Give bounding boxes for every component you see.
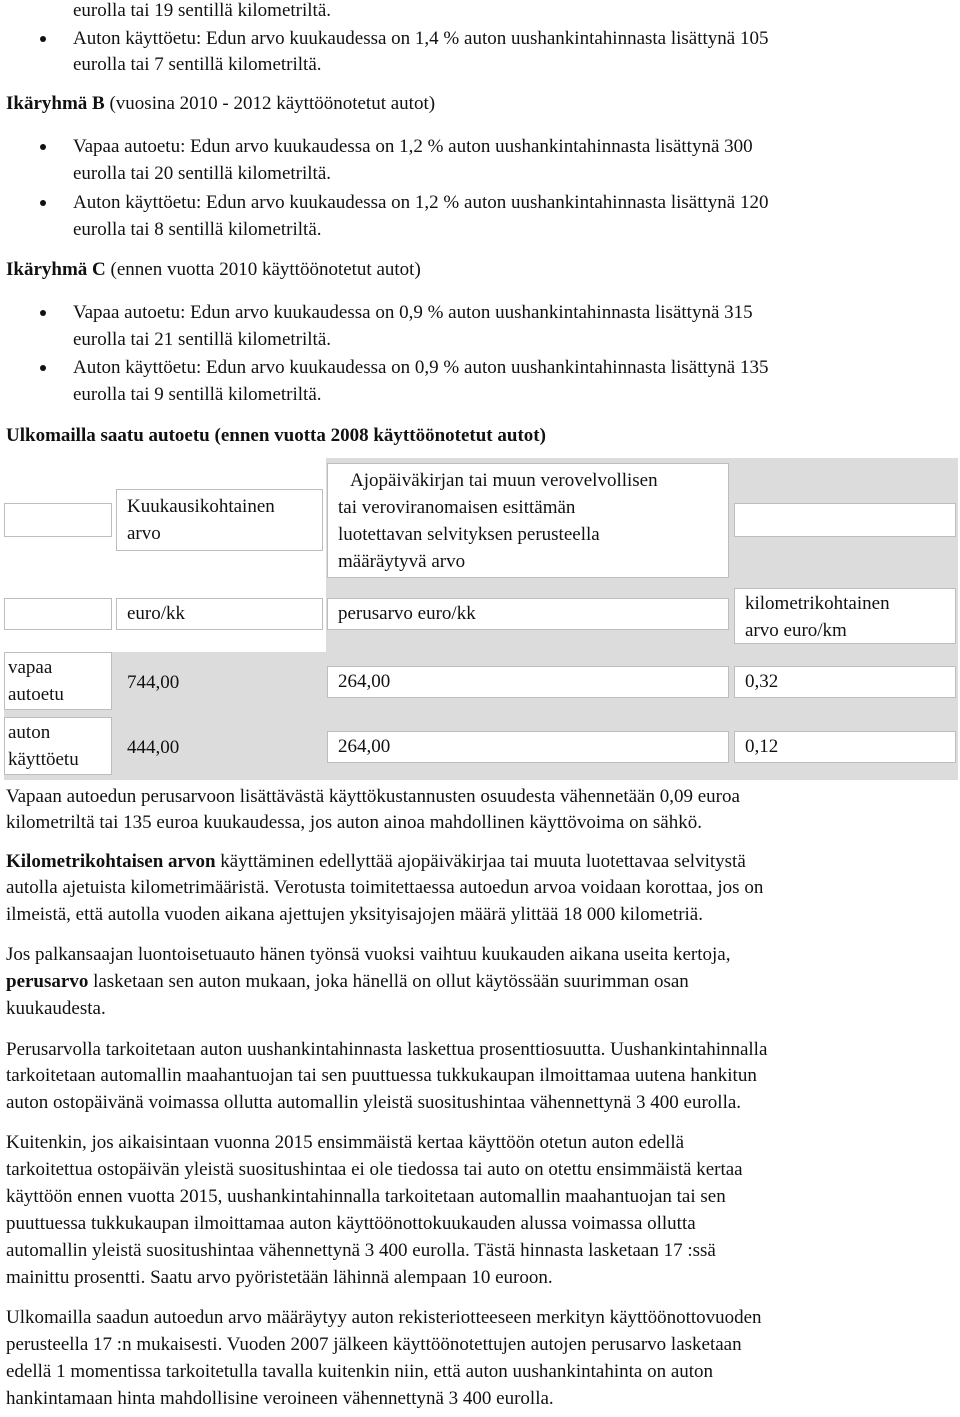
text-line: autolla ajetuista kilometrimääristä. Verotusta toimitettaessa autoedun arvoa voidaan korottaa, jos on: [6, 877, 764, 898]
bullet-icon: [40, 144, 46, 150]
text-line: käyttöön ennen vuotta 2015, uushankintahinnalla tarkoitetaan automallin maahantuojan tai sen: [6, 1186, 726, 1207]
text-line: eurolla tai 19 sentillä kilometriltä.: [73, 0, 332, 21]
text-line: Auton käyttöetu: Edun arvo kuukaudessa on 0,9 % auton uushankintahinnasta lisättynä 135: [73, 357, 769, 378]
text-line: Auton käyttöetu: Edun arvo kuukaudessa on 1,4 % auton uushankintahinnasta lisättynä 105: [73, 28, 769, 49]
text-line: eurolla tai 8 sentillä kilometriltä.: [73, 219, 322, 240]
text-line: eurolla tai 9 sentillä kilometriltä.: [73, 384, 322, 405]
text-line: kilometriltä tai 135 euroa kuukaudessa, jos auton ainoa mahdollinen käyttövoima on sähkö.: [6, 812, 702, 833]
car-use-base-value: 264,00: [327, 731, 729, 763]
table-empty-cell: [4, 503, 112, 537]
car-use-km-value: 0,12: [734, 731, 956, 763]
text-line: Vapaan autoedun perusarvoon lisättävästä käyttökustannusten osuudesta vähennetään 0,09 euroa: [6, 786, 740, 807]
bullet-icon: [40, 310, 46, 316]
free-car-monthly-value: 744,00: [127, 672, 180, 693]
group-c-heading: Ikäryhmä C (ennen vuotta 2010 käyttöönotetut autot): [6, 259, 421, 280]
bullet-icon: [40, 36, 46, 42]
text-line: eurolla tai 7 sentillä kilometriltä.: [73, 54, 322, 75]
row-label-car-use: auton käyttöetu: [4, 717, 112, 775]
text-line: auton ostopäivänä voimassa ollutta automallin yleistä suositushintaa vähennettynä 3 400 eurolla.: [6, 1092, 742, 1113]
base-value-unit-cell: perusarvo euro/kk: [327, 598, 729, 630]
foreign-benefit-heading: Ulkomailla saatu autoetu (ennen vuotta 2008 käyttöönotetut autot): [6, 425, 546, 446]
text-line: Perusarvolla tarkoitetaan auton uushankintahinnasta laskettua prosenttiosuutta. Uushankintahinnalla: [6, 1039, 768, 1060]
text-line: Jos palkansaajan luontoisetuauto hänen työnsä vuoksi vaihtuu kuukauden aikana useita kertoja,: [6, 944, 731, 965]
text-line: eurolla tai 20 sentillä kilometriltä.: [73, 163, 332, 184]
row-label-free-car: vapaa autoetu: [4, 652, 112, 710]
text-line: perusarvo lasketaan sen auton mukaan, joka hänellä on ollut käytössään suurimman osan: [6, 971, 689, 992]
free-car-km-value: 0,32: [734, 666, 956, 698]
bullet-icon: [40, 200, 46, 206]
table-empty-cell: [4, 598, 112, 630]
text-line: ilmeistä, että autolla vuoden aikana ajettujen yksityisajojen määrä ylittää 18 000 kilometriä.: [6, 904, 703, 925]
text-line: Kilometrikohtaisen arvon käyttäminen edellyttää ajopäiväkirjaa tai muuta luotettavaa selvitystä: [6, 851, 746, 872]
text-line: perusteella 17 :n mukaisesti. Vuoden 2007 jälkeen käyttöönotettujen autojen perusarvo lasketaan: [6, 1334, 742, 1355]
logbook-value-header: Ajopäiväkirjan tai muun verovelvollisen tai veroviranomaisen esittämän luotettavan selvityksen perusteella määräytyvä arvo: [327, 463, 729, 578]
text-line: Kuitenkin, jos aikaisintaan vuonna 2015 ensimmäistä kertaa käyttöön otetun auton edellä: [6, 1132, 685, 1153]
text-line: eurolla tai 21 sentillä kilometriltä.: [73, 329, 332, 350]
text-line: hankintamaan hinta mahdollisine veroineen vähennettynä 3 400 eurolla.: [6, 1388, 554, 1409]
bullet-icon: [40, 365, 46, 371]
text-line: Vapaa autoetu: Edun arvo kuukaudessa on 1,2 % auton uushankintahinnasta lisättynä 300: [73, 136, 753, 157]
text-line: tarkoitetaan automallin maahantuojan tai sen puuttuessa tukkukaupan ilmoittamaa uutena hankitun: [6, 1065, 757, 1086]
text-line: edellä 1 momentissa tarkoitetulla tavalla kuitenkin niin, että auton uushankintahinta on auton: [6, 1361, 714, 1382]
text-line: tarkoitettua ostopäivän yleistä suositushintaa ei ole tiedossa tai auto on otettu ensimmäistä kertaa: [6, 1159, 743, 1180]
group-b-heading: Ikäryhmä B (vuosina 2010 - 2012 käyttöönotetut autot): [6, 93, 436, 114]
car-use-monthly-value: 444,00: [127, 737, 180, 758]
text-line: kuukaudesta.: [6, 998, 106, 1019]
monthly-unit-cell: euro/kk: [116, 598, 323, 630]
text-line: mainittu prosentti. Saatu arvo pyöristetään lähinnä alempaan 10 euroon.: [6, 1267, 553, 1288]
text-line: puuttuessa tukkukaupan ilmoittamaa auton käyttöönottokuukauden alussa voimassa ollutta: [6, 1213, 696, 1234]
text-line: Ulkomailla saadun autoedun arvo määräytyy auton rekisteriotteeseen merkityn käyttöönottovuoden: [6, 1307, 762, 1328]
text-line: automallin yleistä suositushintaa vähennettynä 3 400 eurolla. Tästä hinnasta lasketaan 17 :ssä: [6, 1240, 716, 1261]
table-empty-cell: [734, 503, 956, 537]
km-unit-cell: kilometrikohtainen arvo euro/km: [734, 588, 956, 644]
free-car-base-value: 264,00: [327, 666, 729, 698]
monthly-value-header: Kuukausikohtainen arvo: [116, 489, 323, 551]
text-line: Vapaa autoetu: Edun arvo kuukaudessa on 0,9 % auton uushankintahinnasta lisättynä 315: [73, 302, 753, 323]
text-line: Auton käyttöetu: Edun arvo kuukaudessa on 1,2 % auton uushankintahinnasta lisättynä 120: [73, 192, 769, 213]
